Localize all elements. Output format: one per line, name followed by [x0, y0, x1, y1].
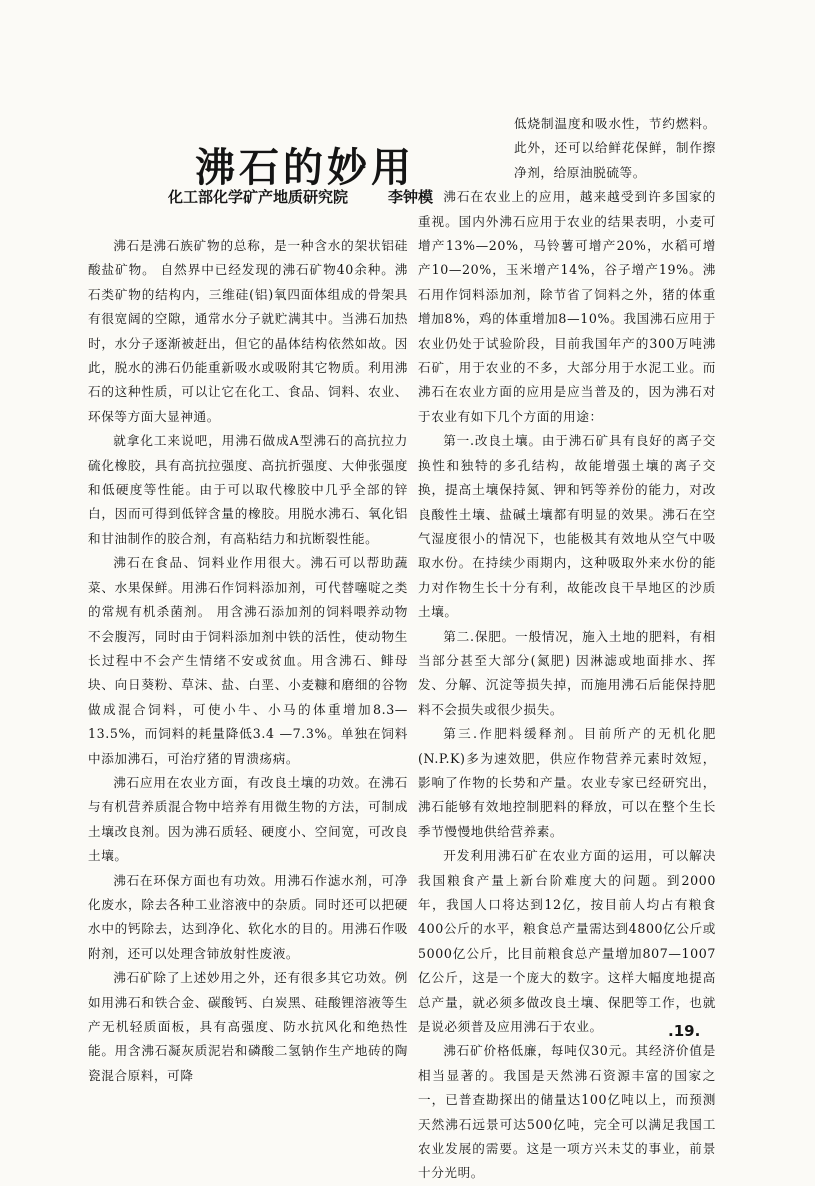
institution: 化工部化学矿产地质研究院 — [168, 188, 349, 206]
paragraph: 第一.改良土壤。由于沸石矿具有良好的离子交换性和独特的多孔结构，故能增强土壤的离子交换，提高土壤保持氮、钾和钙等养份的能力，对改良酸性土壤、盐碱土壤都有明显的效果。沸石在空气湿度很小的情况下，也能极其有效地从空气中吸取水份。在持续少雨期内，这种吸取外来水份的能力对作物生长十分有利，故能改良干旱地区的沙质土壤。 — [418, 433, 716, 620]
left-column — [88, 234, 408, 1088]
paragraph: 沸石在食品、饲料业作用很大。沸石可以帮助蔬菜、水果保鲜。用沸石作饲料添加剂，可代替噻啶之类的常规有机杀菌剂。 用含沸石添加剂的饲料喂养动物不会腹泻，同时由于饲料添加剂中铁的活性，使动物生长过程中不会产生情绪不安或贫血。用含沸石、鲱母块、向日葵粉、草沫、盐、白垩、小麦糠和磨细的谷物做成混合饲料，可使小牛、小马的体重增加8.3—13.5%，而饲料的耗量降低3.4 —7.3%。单独在饲料中添加沸石，可治疗猪的胃溃疡病。 — [88, 555, 408, 766]
paragraph: 沸石矿价格低廉，每吨仅30元。其经济价值是相当显著的。我国是天然沸石资源丰富的国家之一，已普查勘探出的储量达100亿吨以上，而预测天然沸石远景可达500亿吨，完全可以满足我国工农业发展的需要。这是一项方兴未艾的事业，前景十分光明。 — [418, 1043, 716, 1181]
paragraph: 第二.保肥。一般情况，施入土地的肥料，有相当部分甚至大部分(氮肥) 因淋滤或地面排水、挥发、分解、沉淀等损失掉，而施用沸石后能保持肥料不会损失或很少损失。 — [418, 628, 716, 717]
page-number: .19. — [668, 1022, 701, 1040]
continuation-paragraph: 低烧制温度和吸水性，节约燃料。此外，还可以给鲜花保鲜，制作擦净剂，给原油脱硫等。 — [514, 116, 716, 180]
paragraph: 沸石应用在农业方面，有改良土壤的功效。在沸石与有机营养质混合物中培养有用微生物的方法，可制成土壤改良剂。因为沸石质轻、硬度小、空间宽，可改良土壤。 — [88, 774, 408, 864]
byline — [168, 186, 433, 207]
paragraph: 沸石在环保方面也有功效。用沸石作滤水剂，可净化废水，除去各种工业溶液中的杂质。同时还可以把硬水中的钙除去，达到净化、软化水的目的。用沸石作吸附剂，还可以处理含铈放射性废液。 — [88, 872, 408, 961]
paragraph: 就拿化工来说吧，用沸石做成A型沸石的高抗拉力硫化橡胶，具有高抗拉强度、高抗折强度、大伸张强度和低硬度等性能。由于可以取代橡胶中几乎全部的锌白，因而可得到低锌含量的橡胶。用脱水沸石、氧化铝和甘油制作的胶合剂，有高粘结力和抗断裂性能。 — [88, 433, 408, 546]
paragraph: 第三.作肥料缓释剂。目前所产的无机化肥(N.P.K)多为速效肥，供应作物营养元素时效短，影响了作物的长势和产量。农业专家已经研究出，沸石能够有效地控制肥料的释放，可以在整个生长季节慢慢地供给营养素。 — [418, 726, 716, 839]
paragraph: 开发利用沸石矿在农业方面的运用，可以解决我国粮食产量上新台阶难度大的问题。到2000年，我国人口将达到12亿，按目前人均占有粮食400公斤的水平，粮食总产量需达到4800亿公斤或5000亿公斤，比目前粮食总产量增加807—1007亿公斤，这是一个庞大的数字。这样大幅度地提高总产量，就必须多做改良土壤、保肥等工作，也就是说必须普及应用沸石于农业。 — [418, 848, 716, 1035]
paragraph: 沸石在农业上的应用，越来越受到许多国家的重视。国内外沸石应用于农业的结果表明，小麦可增产13%—20%，马铃薯可增产20%，水稻可增产10—20%，玉米增产14%，谷子增产19%。沸石用作饲料添加剂，除节省了饲料之外，猪的体重增加8%，鸡的体重增加8—10%。我国沸石应用于农业仍处于试验阶段，目前我国年产的300万吨沸石矿，用于农业的不多，大部分用于水泥工业。而沸石在农业方面的应用是应当普及的，因为沸石对于农业有如下几个方面的用途： — [418, 189, 716, 424]
paragraph: 沸石是沸石族矿物的总称，是一种含水的架状铝硅酸盐矿物。 自然界中已经发现的沸石矿物40余种。沸石类矿物的结构内，三维硅(铝)氧四面体组成的骨架具有很宽阔的空隙，通常水分子就贮满其中。当沸石加热时，水分子逐渐被赶出，但它的晶体结构依然如故。因此，脱水的沸石仍能重新吸水或吸附其它物质。利用沸石的这种性质，可以让它在化工、食品、饲料、农业、环保等方面大显神通。 — [88, 238, 408, 424]
paragraph: 沸石矿除了上述妙用之外，还有很多其它功效。例如用沸石和铁合金、碳酸钙、白炭黑、硅酸锂溶液等生产无机轻质面板，具有高强度、防水抗风化和绝热性能。用含沸石凝灰质泥岩和磷酸二氢钠作生产地砖的陶瓷混合原料，可降 — [88, 970, 408, 1083]
author: 李钟模 — [388, 188, 434, 206]
article-title: 沸石的妙用 — [195, 145, 415, 191]
